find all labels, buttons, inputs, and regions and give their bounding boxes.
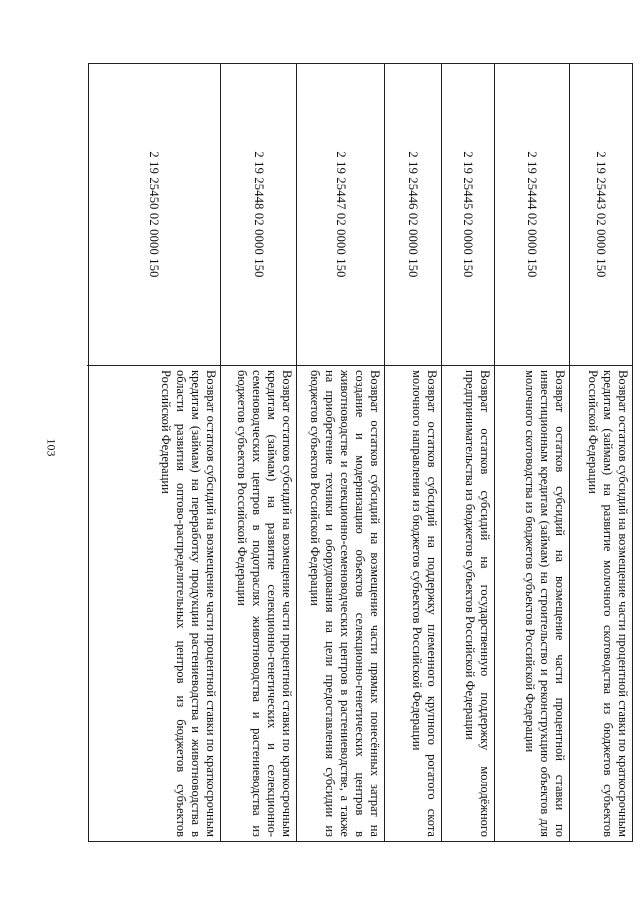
table-row	[220, 64, 296, 841]
row-description: Возврат остатков субсидий на возмещение части процентной ставки по инвестиционным кредитам (займам) на строительство и реконструкцию объектов для молочного скотоводства из бюджетов субъектов Российской Федерации	[523, 370, 567, 837]
row-description: Возврат остатков субсидий на возмещение части прямых понесённых затрат на создание и модернизацию объектов селекционно-генетических центров в животноводстве и селекционно-семеноводческих центров в растениеводстве, а также на приобретение техники и оборудования на цели предоставления субсидии из бюджетов субъектов Российской Федерации	[308, 370, 382, 837]
budget-code: 2 19 25445 02 0000 150	[442, 64, 494, 366]
row-description: Возврат остатков субсидий на возмещение части процентной ставки по краткосрочным кредитам (займам) на переработку продукции растениеводства и животноводства в области развития оптово-распределительных центров из бюджетов субъектов Российской Федерации	[159, 370, 218, 837]
row-description: Возврат остатков субсидий на возмещение части процентной ставки по краткосрочным кредитам (займам) на развитие молочного скотоводства из бюджетов субъектов Российской Федерации	[586, 370, 630, 837]
budget-code: 2 19 25448 02 0000 150	[221, 64, 296, 366]
budget-code: 2 19 25444 02 0000 150	[495, 64, 569, 366]
table-row	[384, 64, 441, 841]
table-row	[441, 64, 494, 841]
row-description: Возврат остатков субсидий на возмещение части процентной ставки по краткосрочным кредитам (займам) на развитие селекционно-генетических и селекционно-семеноводческих центров в подотраслях животноводства и растениеводства из бюджетов субъектов Российской Федерации	[235, 370, 294, 837]
table-row	[494, 64, 569, 841]
table-row	[87, 64, 220, 841]
budget-code: 2 19 25446 02 0000 150	[385, 64, 441, 366]
budget-codes-table	[88, 63, 633, 842]
budget-code: 2 19 25447 02 0000 150	[297, 64, 384, 366]
table-stage	[88, 63, 633, 842]
row-description: Возврат остатков субсидий на государственную поддержку молодёжного предпринимательства из бюджетов субъектов Российской Федерации	[463, 370, 492, 837]
budget-code: 2 19 25450 02 0000 150	[87, 64, 220, 366]
page-number: 103	[44, 438, 59, 457]
budget-code: 2 19 25443 02 0000 150	[570, 64, 632, 366]
table-row	[569, 64, 632, 841]
table-row	[296, 64, 384, 841]
row-description: Возврат остатков субсидий на поддержку племенного крупного рогатого скота молочного направления из бюджетов субъектов Российской Федерации	[410, 370, 439, 837]
